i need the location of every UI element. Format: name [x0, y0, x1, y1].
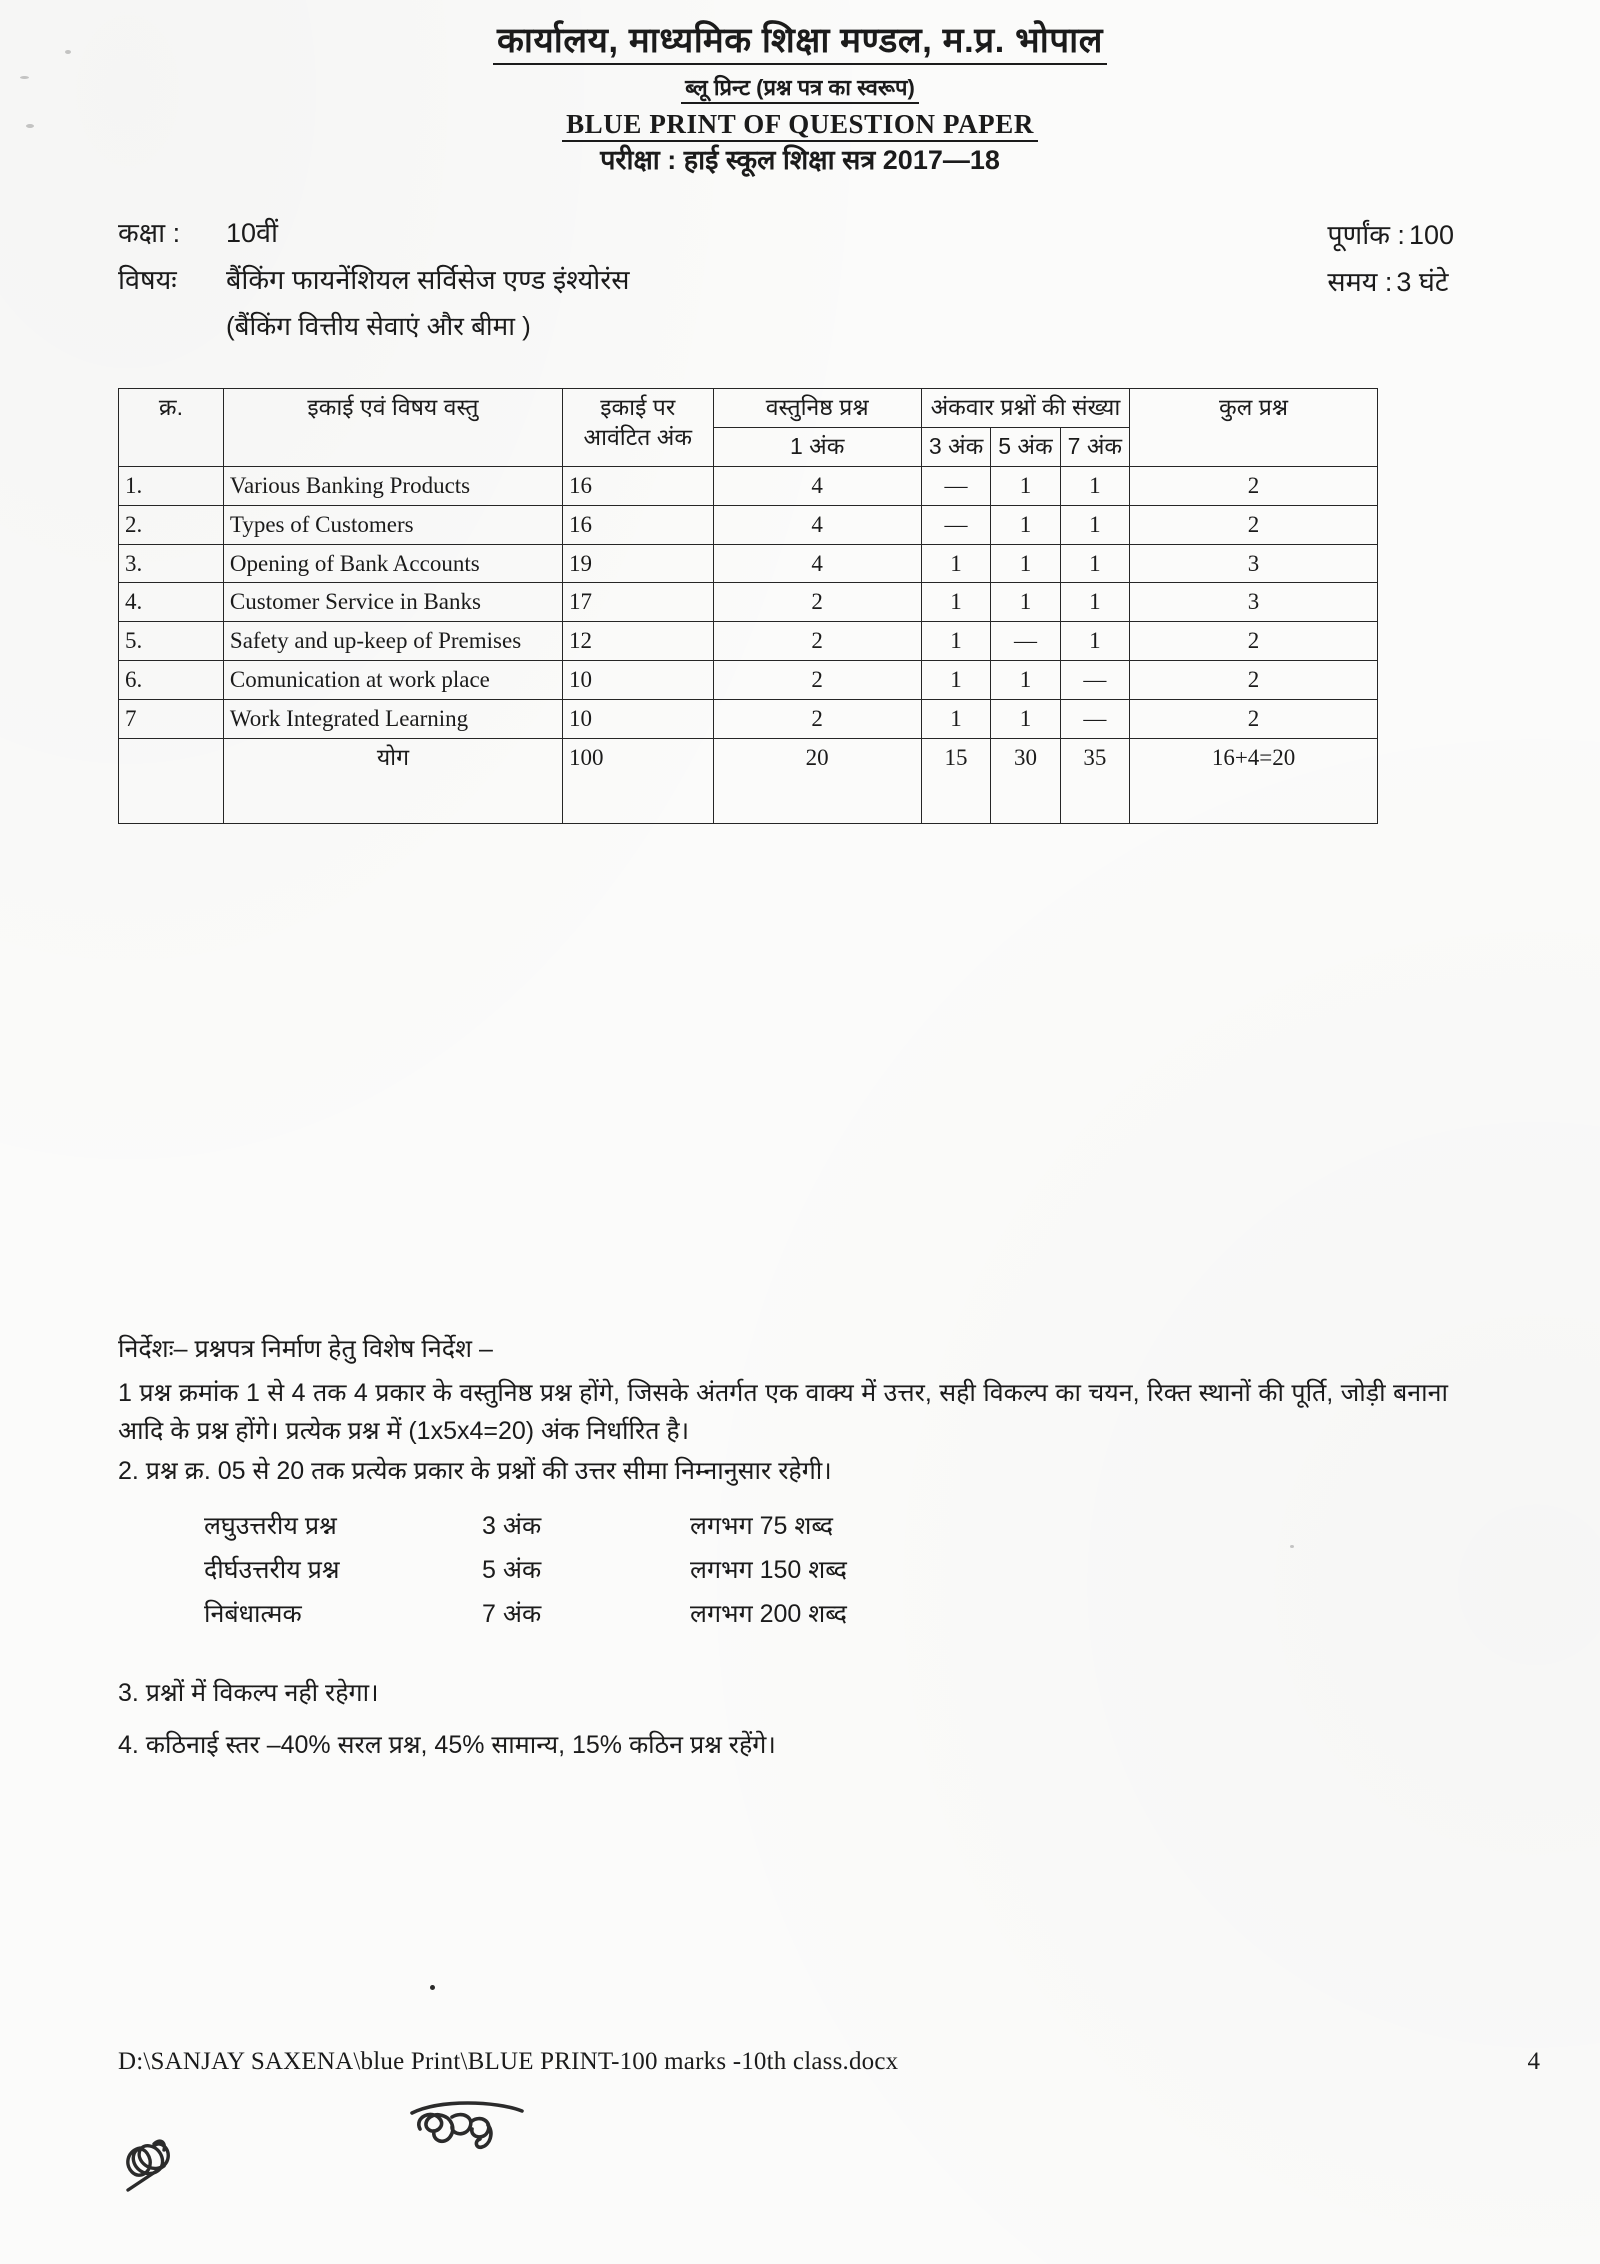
table-row	[119, 622, 1378, 661]
cell-5-mark: 1	[991, 544, 1060, 583]
cell-unit: Types of Customers	[223, 505, 562, 544]
exam-meta-left	[118, 213, 630, 343]
th-sub-7-mark: 7 अंक	[1060, 427, 1129, 466]
instruction-note-1: 1 प्रश्न क्रमांक 1 से 4 तक 4 प्रकार के वस्तुनिष्ठ प्रश्न होंगे, जिसके अंतर्गत एक वाक्य में उत्तर, सही विकल्प का चयन, रिक्त स्थानों की पूर्ति, जोड़ी बनाना आदि के प्रश्न होंगे। प्रत्येक प्रश्न में (1x5x4=20) अंक निर्धारित है।	[118, 1379, 1448, 1445]
summary-label: योग	[223, 739, 562, 824]
total-marks-value: 100	[1408, 220, 1454, 250]
table-summary-row	[119, 739, 1378, 824]
question-type-words: लगभग 150 शब्द	[690, 1556, 847, 1584]
question-type-words: लगभग 75 शब्द	[690, 1512, 833, 1540]
cell-unit: Customer Service in Banks	[223, 583, 562, 622]
subject-value: बैंकिंग फायनेंशियल सर्विसेज एण्ड इंश्योरंस	[226, 265, 630, 295]
cell-7-mark: —	[1060, 661, 1129, 700]
file-path-footer: D:\SANJAY SAXENA\blue Print\BLUE PRINT-100 marks -10th class.docx	[118, 2048, 899, 2075]
cell-7-mark: —	[1060, 700, 1129, 739]
th-serial: क्र.	[119, 389, 224, 467]
cell-3-mark: 1	[921, 583, 990, 622]
cell-total: 2	[1130, 505, 1378, 544]
table-row	[119, 661, 1378, 700]
cell-1-mark: 2	[713, 622, 921, 661]
cell-total: 3	[1130, 583, 1378, 622]
cell-marks: 17	[562, 583, 713, 622]
summary-1-mark: 20	[713, 739, 921, 824]
cell-marks: 16	[562, 505, 713, 544]
instructions-heading: निर्देशः– प्रश्नपत्र निर्माण हेतु विशेष निर्देश –	[118, 1335, 493, 1363]
table-row	[119, 583, 1378, 622]
cell-5-mark: 1	[991, 583, 1060, 622]
subject-label: विषयः	[118, 265, 177, 295]
instruction-note-2: 2. प्रश्न क्र. 05 से 20 तक प्रत्येक प्रकार के प्रश्नों की उत्तर सीमा निम्नानुसार रहेगी।	[118, 1457, 832, 1485]
cell-3-mark: 1	[921, 661, 990, 700]
cell-1-mark: 4	[713, 544, 921, 583]
time-row	[1327, 262, 1454, 299]
cell-3-mark: —	[921, 466, 990, 505]
cell-serial: 4.	[119, 583, 224, 622]
cell-marks: 19	[562, 544, 713, 583]
table-row	[119, 505, 1378, 544]
total-marks-label: पूर्णांक :	[1327, 220, 1405, 250]
cell-total: 2	[1130, 700, 1378, 739]
table-row	[119, 466, 1378, 505]
cell-unit: Various Banking Products	[223, 466, 562, 505]
cell-5-mark: 1	[991, 505, 1060, 544]
table-body	[119, 466, 1378, 823]
cell-7-mark: 1	[1060, 505, 1129, 544]
instructions-tail	[118, 1674, 1448, 1764]
cell-marks: 10	[562, 700, 713, 739]
cell-7-mark: 1	[1060, 544, 1129, 583]
class-value: 10वीं	[226, 218, 279, 248]
exam-meta-block	[0, 213, 1600, 341]
question-types-table	[204, 1504, 1030, 1636]
question-type-words: लगभग 200 शब्द	[690, 1600, 847, 1628]
cell-marks: 16	[562, 466, 713, 505]
cell-serial: 2.	[119, 505, 224, 544]
th-objective-questions: वस्तुनिष्ठ प्रश्न	[713, 389, 921, 428]
cell-marks: 10	[562, 661, 713, 700]
cell-1-mark: 2	[713, 583, 921, 622]
instructions-section	[118, 1330, 1448, 1778]
cell-1-mark: 2	[713, 661, 921, 700]
cell-serial: 7	[119, 700, 224, 739]
cell-5-mark: —	[991, 622, 1060, 661]
question-type-marks: 7 अंक	[482, 1600, 542, 1628]
question-type-row	[204, 1592, 1030, 1636]
summary-7-mark: 35	[1060, 739, 1129, 824]
question-type-row	[204, 1548, 1030, 1592]
cell-1-mark: 2	[713, 700, 921, 739]
exam-meta-right	[1327, 215, 1454, 309]
page-number: 4	[1527, 2048, 1540, 2075]
exam-session-line: परीक्षा : हाई स्कूल शिक्षा सत्र 2017—18	[600, 145, 1000, 175]
signature-center	[400, 2095, 570, 2185]
table-row	[119, 700, 1378, 739]
cell-5-mark: 1	[991, 700, 1060, 739]
cell-serial: 5.	[119, 622, 224, 661]
cell-total: 2	[1130, 622, 1378, 661]
cell-total: 2	[1130, 661, 1378, 700]
question-type-name: निबंधात्मक	[204, 1600, 302, 1628]
document-header	[0, 0, 1600, 177]
cell-3-mark: 1	[921, 700, 990, 739]
summary-marks: 100	[562, 739, 713, 824]
class-label: कक्षा :	[118, 218, 181, 248]
question-type-marks: 3 अंक	[482, 1512, 542, 1540]
th-sub-5-mark: 5 अंक	[991, 427, 1060, 466]
signature-left	[110, 2120, 300, 2240]
th-total-questions: कुल प्रश्न	[1130, 389, 1378, 467]
blueprint-title-english: BLUE PRINT OF QUESTION PAPER	[566, 109, 1034, 139]
time-value: 3 घंटे	[1396, 267, 1449, 297]
cell-total: 3	[1130, 544, 1378, 583]
cell-1-mark: 4	[713, 505, 921, 544]
cell-1-mark: 4	[713, 466, 921, 505]
blueprint-subtitle-hindi: ब्लू प्रिन्ट (प्रश्न पत्र का स्वरूप)	[685, 72, 915, 102]
cell-3-mark: —	[921, 505, 990, 544]
cell-5-mark: 1	[991, 466, 1060, 505]
time-label: समय :	[1327, 267, 1393, 297]
cell-marks: 12	[562, 622, 713, 661]
summary-5-mark: 30	[991, 739, 1060, 824]
cell-serial: 1.	[119, 466, 224, 505]
blueprint-table-wrapper	[118, 388, 1378, 824]
subject-value-hindi: (बैंकिंग वित्तीय सेवाएं और बीमा )	[226, 311, 531, 341]
table-head	[119, 389, 1378, 467]
instruction-note-3: 3. प्रश्नों में विकल्प नही रहेगा।	[118, 1679, 379, 1707]
summary-3-mark: 15	[921, 739, 990, 824]
summary-total: 16+4=20	[1130, 739, 1378, 824]
cell-serial: 3.	[119, 544, 224, 583]
question-type-name: दीर्घउत्तरीय प्रश्न	[204, 1556, 340, 1584]
instruction-note-4: 4. कठिनाई स्तर –40% सरल प्रश्न, 45% सामान्य, 15% कठिन प्रश्न रहेंगे।	[118, 1731, 776, 1759]
cell-5-mark: 1	[991, 661, 1060, 700]
th-sub-1-mark: 1 अंक	[713, 427, 921, 466]
cell-unit: Opening of Bank Accounts	[223, 544, 562, 583]
cell-7-mark: 1	[1060, 466, 1129, 505]
question-type-row	[204, 1504, 1030, 1548]
total-marks-row	[1327, 215, 1454, 252]
table-header-row-1	[119, 389, 1378, 428]
cell-unit: Comunication at work place	[223, 661, 562, 700]
subject-row	[118, 260, 630, 297]
cell-serial: 6.	[119, 661, 224, 700]
cell-7-mark: 1	[1060, 583, 1129, 622]
th-marks-allotted: इकाई पर आवंटित अंक	[562, 389, 713, 467]
summary-blank-cell	[119, 739, 224, 824]
cell-unit: Safety and up-keep of Premises	[223, 622, 562, 661]
cell-total: 2	[1130, 466, 1378, 505]
th-sub-3-mark: 3 अंक	[921, 427, 990, 466]
cell-unit: Work Integrated Learning	[223, 700, 562, 739]
question-type-marks: 5 अंक	[482, 1556, 542, 1584]
cell-3-mark: 1	[921, 544, 990, 583]
table-row	[119, 544, 1378, 583]
class-row	[118, 213, 630, 250]
blueprint-table	[118, 388, 1378, 824]
cell-3-mark: 1	[921, 622, 990, 661]
th-unit: इकाई एवं विषय वस्तु	[223, 389, 562, 467]
stray-ink-dot	[430, 1985, 435, 1990]
question-type-name: लघुउत्तरीय प्रश्न	[204, 1512, 337, 1540]
office-title: कार्यालय, माध्यमिक शिक्षा मण्डल, म.प्र. भोपाल	[497, 16, 1103, 63]
th-markwise-group: अंकवार प्रश्नों की संख्या	[921, 389, 1129, 428]
cell-7-mark: 1	[1060, 622, 1129, 661]
